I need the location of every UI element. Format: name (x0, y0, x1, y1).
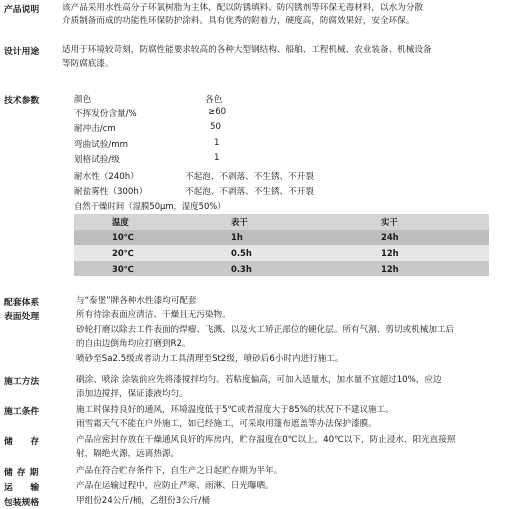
method-line1: 刷涂、喷涂 涂装前应先将漆搅拌均匀。若粘度偏高，可加入适量水，加水量不宜超过10%，应边 (76, 375, 442, 385)
transport-text: 产品在运输过程中，应防止严寒、雨淋、日光曝晒。 (76, 481, 274, 491)
table-row (74, 245, 489, 261)
storage-line1: 产品应密封存放在干燥通风良好的库房内，贮存温度在0℃以上，40℃以下，防止浸水、阳光直接照 (76, 435, 456, 445)
param-name: 弯曲试验/mm (74, 140, 129, 150)
condition-line2: 雨雪霜天气不能在户外施工，如已经施工，可采取用篷布遮盖等办法保护漆膜。 (76, 419, 377, 429)
surface-line4: 喷砂至Sa2.5级或者动力工具清理至St2级，喷砂后6小时内进行施工。 (76, 354, 344, 364)
dry-cell-surface: 0.3h (187, 261, 321, 277)
surface-line3: 的自由边倒角均应打磨到R2。 (76, 339, 191, 349)
design-use-line2: 等防腐底漆。 (62, 59, 114, 69)
dry-cell-temp: 20℃ (74, 245, 187, 261)
dry-cell-hard: 12h (321, 245, 489, 261)
dry-cell-hard: 12h (321, 261, 489, 277)
system-label: 配套体系 (4, 298, 40, 308)
param-name: 耐冲击/cm (74, 124, 116, 134)
shelf-label: 储存期 (4, 468, 43, 478)
param-value: 50 (210, 122, 221, 132)
package-label: 包装规格 (4, 498, 40, 508)
param-value: 不起泡、不剥落、不生锈、不开裂 (185, 172, 314, 182)
param-value: 1 (214, 153, 220, 163)
param-name: 耐水性（240h） (74, 172, 139, 182)
dry-cell-surface: 0.5h (187, 245, 321, 261)
package-text: 甲组份24公斤/桶，乙组份3公斤/桶 (76, 496, 210, 506)
dry-header-hard: 实干 (321, 214, 489, 230)
surface-label: 表面处理 (4, 312, 40, 322)
table-row (74, 230, 489, 246)
dry-header-temp: 温度 (74, 214, 187, 230)
dry-cell-temp: 10℃ (74, 230, 187, 246)
product-desc-line1: 该产品采用水性高分子环氧树脂为主体，配以防锈填料、防闪锈剂等环保无毒材料，以水为分散 (62, 3, 423, 13)
dry-time-title: 自然干燥时间（湿膜50μm，湿度50%） (74, 201, 226, 211)
condition-line1: 施工时保持良好的通风，环境温度低于5℃或者湿度大于85%的状况下不建议施工。 (76, 405, 394, 415)
product-desc-label: 产品说明 (4, 5, 40, 15)
dry-cell-hard: 24h (321, 230, 489, 246)
product-desc-line2: 介质制备而成的功能性环保防护涂料。具有优秀的附着力，硬度高，防腐效果好，安全环保。 (62, 16, 415, 26)
table-row (74, 261, 489, 277)
tech-header-name: 颜色 (74, 95, 92, 105)
storage-line2: 射，隔绝火源，远离热源。 (76, 449, 180, 459)
dry-cell-temp: 30℃ (74, 261, 187, 277)
system-text: 与“泰堡”牌各种水性漆均可配套 (76, 296, 197, 306)
surface-line2: 砂轮打磨以除去工件表面的焊瘤、飞溅、以及火工矫正部位的硬化层。所有气割、剪切或机械加工后 (76, 325, 455, 335)
tech-header-value: 各色 (205, 95, 223, 105)
condition-label: 施工条件 (4, 407, 40, 417)
surface-line1: 所有待涂表面应清洁、干燥且无污染物。 (76, 310, 231, 320)
param-name: 不挥发份含量/% (74, 109, 137, 119)
dry-cell-surface: 1h (187, 230, 321, 246)
param-name: 划格试验/级 (74, 155, 120, 165)
param-name: 耐盐雾性（300h） (74, 187, 148, 197)
dry-header-surface: 表干 (187, 214, 321, 230)
param-value: ≥60 (208, 107, 227, 117)
dry-table-header (74, 214, 489, 230)
method-line2: 添加边搅拌，保证漆液均匀。 (76, 389, 188, 399)
method-label: 施工方法 (4, 377, 40, 387)
param-value: 不起泡、不剥落、不生锈、不开裂 (185, 187, 314, 197)
tech-label: 技术参数 (4, 96, 40, 106)
shelf-text: 产品在符合贮存条件下，自生产之日起贮存期为半年。 (76, 466, 283, 476)
transport-label: 运 输 (4, 483, 40, 493)
storage-label: 储 存 (4, 437, 40, 447)
design-use-line1: 适用于环境较苛刻，防腐性能要求较高的各种大型钢结构、船舶、工程机械、农业装备、机械设备 (62, 45, 432, 55)
param-value: 1 (214, 138, 220, 148)
design-use-label: 设计用途 (4, 47, 40, 57)
dry-time-table (74, 214, 489, 276)
